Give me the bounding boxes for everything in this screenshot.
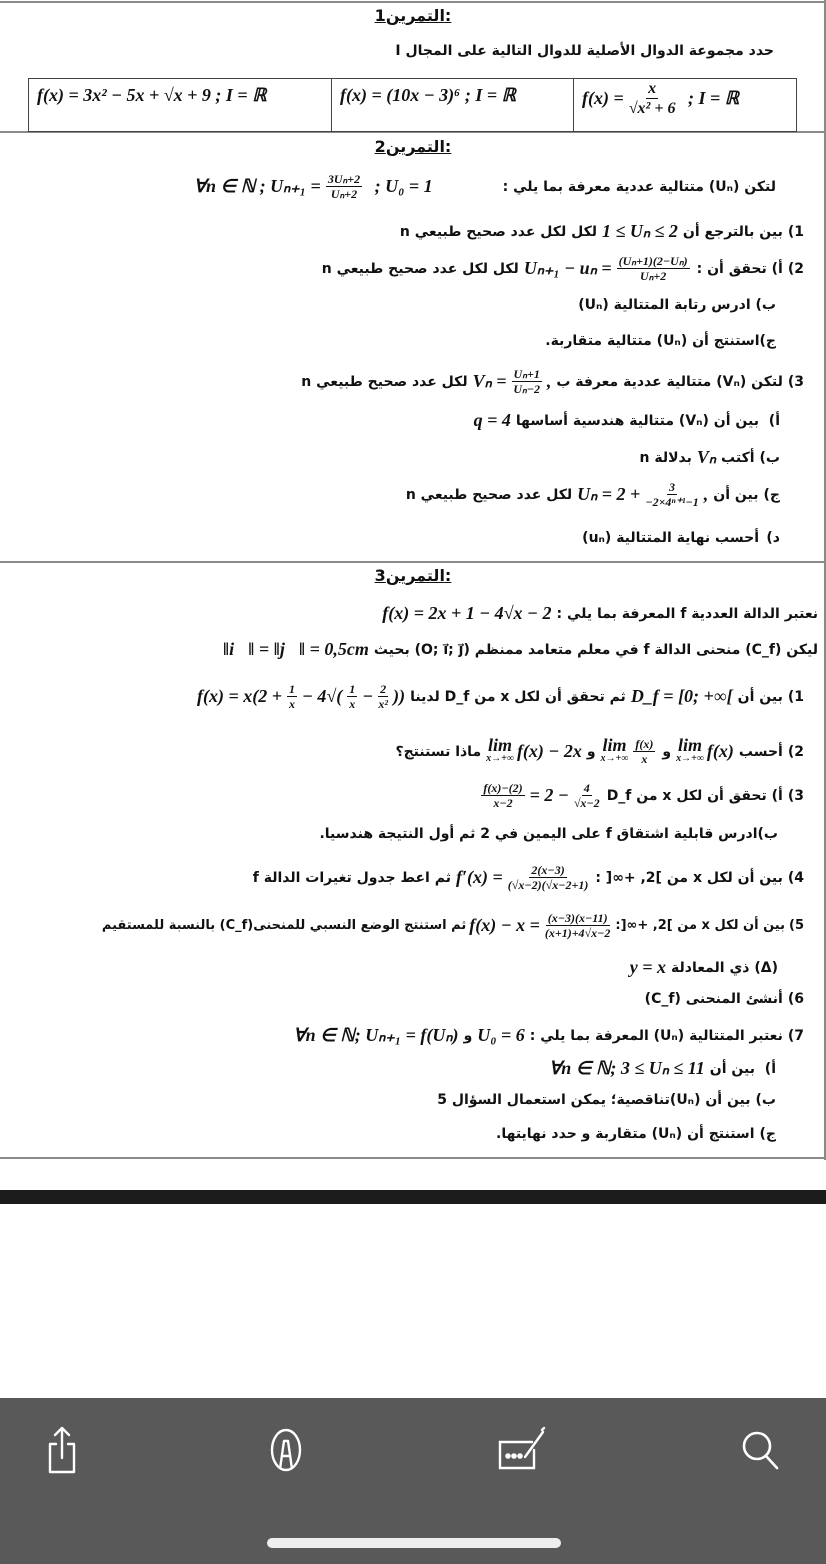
m: f(x) [706,741,734,761]
lim-text: lim [488,734,513,755]
text: بين أن (Uₙ)تناقصية؛ يمكن استعمال السؤال 5 [437,1092,751,1108]
numerator: (Uₙ+1)(2−Uₙ) [618,254,688,268]
text: و [662,743,672,760]
title-text: التمرين1: [374,6,452,25]
text: ب)ادرس قابلية اشتقاق f على اليمين في 2 ثم أول النتيجة هندسيا. [319,826,778,842]
exercise-3-title [0,566,826,585]
item-number: ب) [759,449,780,466]
text: نعتبر المتتالية (Uₙ) المعرفة بما يلي : [529,1027,783,1044]
text: و [586,743,596,760]
limit-3 [486,734,582,766]
text: ثم اعط جدول تغيرات الدالة f [252,869,451,886]
exercise-1-title [0,6,826,25]
denominator: √x² + 6 [628,100,676,117]
formula: ∀n ∈ ℕ; 3 ≤ Uₙ ≤ 11 [548,1058,705,1078]
share-button[interactable] [38,1424,86,1476]
m: Vₙ = [472,371,507,391]
ex2-q2b [578,297,776,313]
item-number: 2) [787,743,804,760]
lim-text: lim [602,734,627,755]
m: − [362,686,374,706]
text: بين أن [709,1060,755,1077]
item-number: أ) [764,1060,776,1077]
fill-and-sign-button[interactable] [490,1424,560,1476]
formula [582,79,739,118]
denominator: −2×4ⁿ⁺¹−1 [645,495,699,509]
ex3-l1 [382,603,818,624]
fill-and-sign-icon [492,1426,558,1474]
text: لتكن (Uₙ) متتالية عددية معرفة بما يلي : [502,178,776,195]
lim [486,734,514,766]
m: , [703,484,709,504]
numerator: 3Uₙ+2 [327,172,361,186]
text: أنشئ المنحنى (C_f) [644,991,783,1007]
ex3-q7a [549,1058,776,1079]
formula: y = x [629,957,667,977]
fraction [617,254,690,283]
numerator: 2(x−3) [531,863,565,877]
item-number: 7) [787,1027,804,1044]
formula [479,781,601,810]
text: حدد مجموعة الدوال الأصلية للدوال التالية على المجال I [395,43,774,59]
markup-button[interactable] [262,1424,310,1476]
denominator: (√x−2)(√x−2+1) [507,878,589,892]
ex2-intro [194,172,776,201]
m: − 4√( [301,686,343,706]
lim [676,734,704,766]
numerator: f(x) [635,737,654,751]
fraction [512,367,542,396]
text: (Δ) ذي المعادلة [671,959,778,976]
lhs: f(x) = [582,88,624,108]
m: f(x) − x = [469,915,540,935]
text: بين بالترجع أن [682,223,783,240]
page-separator [0,1190,826,1204]
text: و [463,1027,473,1044]
item-number: ج) [759,1126,776,1142]
exercise-2-title [0,137,826,156]
m: ; U₀ = 1 [374,176,433,196]
formula [469,911,612,940]
ex3-q3a [479,781,804,810]
text: أ) تحقق أن لكل x من D_f [606,787,783,804]
ex2-q3a [474,410,780,431]
title-text: التمرين3: [374,566,452,585]
numerator: (x−3)(x−11) [547,911,608,925]
ex3-q5 [102,911,804,940]
numerator: 1 [288,682,295,696]
formula: f(x) = 2x + 1 − 4√x − 2 [382,603,552,623]
bottom-toolbar [0,1398,826,1564]
m: ∀n ∈ ℕ ; Uₙ₊₁ = [193,176,321,196]
item-number: 3) [787,373,804,390]
ex2-q2a [322,254,804,283]
text: نعتبر الدالة العددية f المعرفة بما يلي : [556,605,818,622]
fraction [326,172,362,201]
lim-sub: x→+∞ [676,752,704,764]
text: بين أن [713,486,759,503]
item-number: د) [766,530,780,546]
table-cell [29,79,331,131]
lim-text: lim [677,734,702,755]
text: ثم استنتج الوضع النسبي للمنحنى(C_f) بالنسبة للمستقيم [101,918,467,933]
ex3-q4 [253,863,804,892]
numerator: 4 [583,781,590,795]
markup-icon [262,1426,310,1474]
text: أ) تحقق أن : [696,260,783,277]
ex3-q5b [630,957,778,978]
text: ثم تحقق أن لكل x من D_f لدينا [410,688,626,705]
lim-sub: x→+∞ [486,752,514,764]
m: f′(x) = [455,867,503,887]
ex2-q3b [640,447,781,468]
text: لكل لكل عدد صحيح طبيعي n [399,223,597,240]
numerator: 1 [349,682,356,696]
text: بين أن لكل x من ]2, +∞[: [615,918,785,933]
ex2-q1 [400,221,804,242]
formula: q = 4 [473,410,511,430]
m: f(x) − 2x [516,741,582,761]
denominator: √x−2 [573,796,600,810]
text: أحسب نهاية المتتالية (uₙ) [582,530,759,546]
denominator: Uₙ+2 [639,269,667,283]
formula: f(x) = 3x² − 5x + √x + 9 ; I = ℝ [37,85,267,105]
fraction [545,911,611,940]
numerator: 2 [380,682,387,696]
item-number: 6) [787,991,804,1007]
m: Uₙ₊₁ − uₙ = [523,258,612,278]
item-number: 2) [787,260,804,277]
divider [0,561,824,563]
text: ليكن (C_f) منحنى الدالة f في معلم متعامد ممنظم (O; i⃗; j⃗) بحيث [373,641,818,658]
fraction [481,781,524,810]
numerator: 3 [669,480,676,494]
text: بدلالة n [639,449,692,466]
formula: ∀n ∈ ℕ; Uₙ₊₁ = f(Uₙ) [293,1025,459,1045]
lim [600,734,629,766]
formula: 1 ≤ Uₙ ≤ 2 [601,221,678,241]
item-number: 5) [789,918,804,933]
ex2-q2c [545,333,776,349]
title-text: التمرين2: [374,137,452,156]
text: أكتب [721,449,755,466]
bottom-border [0,1157,824,1159]
fraction [629,79,676,118]
ex3-q2 [395,734,804,766]
item-number: 4) [787,869,804,886]
formula [524,254,692,283]
formula [197,682,405,711]
item-number: ج) [763,486,780,503]
item-number: 1) [787,688,804,705]
denominator: x−2 [493,796,513,810]
denominator: x [641,752,648,766]
formula [456,863,590,892]
home-indicator[interactable] [267,1538,561,1548]
ex3-q7 [293,1025,804,1046]
item-number: 1) [787,223,804,240]
formula: Vₙ [696,447,717,467]
search-icon [736,1426,784,1474]
limit-1 [676,734,734,766]
limit-2 [600,734,658,766]
formula: U₀ = 6 [477,1025,525,1045]
lim-sub: x→+∞ [600,752,629,764]
formula [473,367,552,396]
ex2-q3c [406,480,780,509]
formula: ‖i⃗‖ = ‖j⃗‖ = 0,5cm [222,639,369,659]
text: ب) ادرس رتابة المتتالية (Uₙ) [578,297,776,313]
ex3-q7c [496,1126,776,1142]
denominator: x [349,697,356,711]
denominator: Uₙ−2 [513,382,541,396]
text: أحسب [738,743,783,760]
ex3-q3b [319,826,778,842]
item-number: 3) [787,787,804,804]
ex3-l2 [223,639,818,660]
ex2-q3d [582,530,780,546]
fraction [633,737,655,766]
text: لتكن (Vₙ) متتالية عددية معرفة ب [556,373,783,390]
text: لكل عدد صحيح طبيعي n [301,373,468,390]
item-number: ب) [755,1092,776,1108]
fraction [378,682,388,711]
fraction [347,682,357,711]
m: )) [393,686,406,706]
text: بين أن (Vₙ) متتالية هندسية أساسها [515,412,759,429]
fraction [508,863,589,892]
functions-table [28,78,797,132]
item-number: أ) [768,412,780,429]
numerator: x [648,80,657,97]
text: بين أن [737,688,783,705]
formula: D_f = [0; +∞[ [630,686,733,706]
search-button[interactable] [736,1424,784,1476]
share-icon [40,1424,84,1476]
ex3-q1 [197,682,804,711]
m: Uₙ = 2 + [577,484,641,504]
text: ماذا تستنتج؟ [395,743,482,760]
table-cell [573,79,796,131]
text: لكل عدد صحيح طبيعي n [405,486,573,503]
text: ج)استنتج أن (Uₙ) متتالية متقاربة. [545,333,776,349]
formula [577,480,708,509]
denominator: x² [378,697,388,711]
denominator: x [288,697,295,711]
ex3-q6 [645,991,804,1007]
fraction [645,480,698,509]
numerator: Uₙ+1 [513,367,540,381]
formula: f(x) = (10x − 3)⁶ ; I = ℝ [340,85,516,105]
top-border [0,1,824,3]
text: بين أن لكل x من ]2, +∞[ : [595,869,783,886]
rhs: ; I = ℝ [687,88,739,108]
m: = 2 − [529,785,569,805]
ex1-instruction [395,43,774,59]
formula [194,172,433,201]
fraction [574,781,600,810]
m: , [546,371,552,391]
denominator: Uₙ+2 [330,187,358,201]
numerator: f(x)−(2) [483,781,523,795]
ex3-q7b [437,1092,776,1108]
table-cell [331,79,573,131]
m: f(x) = x(2 + [196,686,282,706]
ex2-q3 [301,367,804,396]
fraction [287,682,297,711]
text: لكل لكل عدد صحيح طبيعي n [321,260,519,277]
denominator: (x+1)+4√x−2 [544,926,611,940]
text: استنتج أن (Uₙ) متقاربة و حدد نهايتها. [496,1126,755,1142]
